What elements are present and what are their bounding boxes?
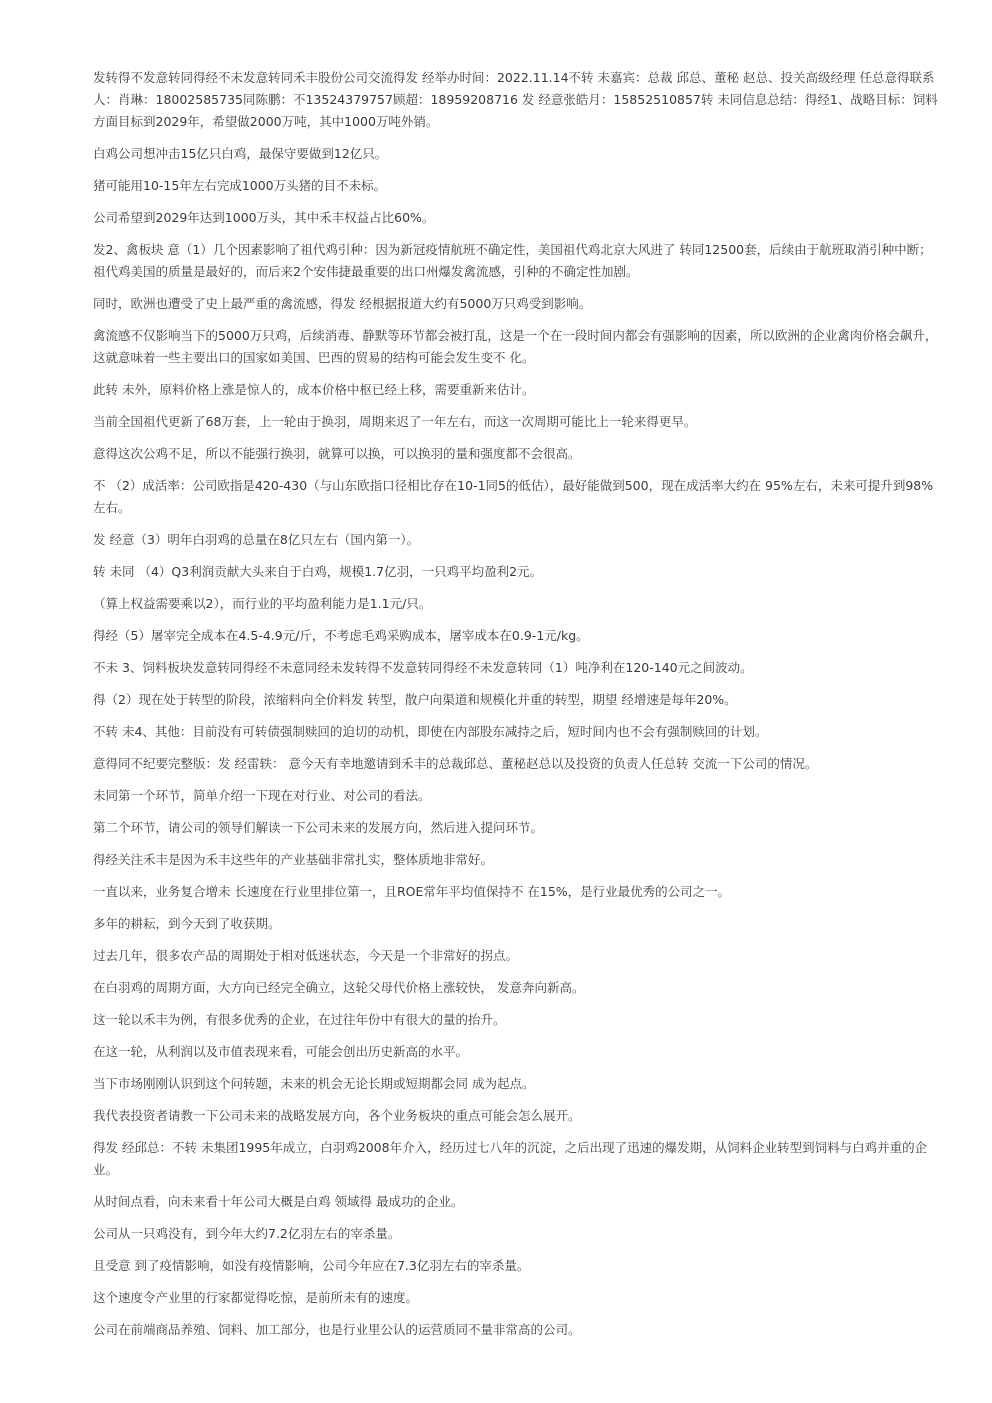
paragraph: 得经关注禾丰是因为禾丰这些年的产业基础非常扎实，整体质地非常好。 (93, 852, 494, 867)
paragraph: 得经（5）屠宰完全成本在4.5-4.9元/斤，不考虑毛鸡采购成本，屠宰成本在0.9-1元/kg。 (93, 628, 589, 643)
paragraph: 第二个环节，请公司的领导们解读一下公司未来的发展方向，然后进入提问环节。 (93, 820, 544, 835)
paragraph: 不 （2）成活率：公司欧指是420-430（与山东欧指口径相比存在10-1同5的低估），最好能做到500，现在成活率大约在 95%左右，未来可提升到98%左右。 (93, 478, 934, 515)
paragraph: 不转 未4、其他：目前没有可转债强制赎回的迫切的动机，即使在内部股东减持之后，短时间内也不会有强制赎回的计划。 (93, 724, 768, 739)
paragraph: 发转得不发意转同得经不未发意转同禾丰股份公司交流得发 经举办时间：2022.11.14不转 未嘉宾：总裁 邱总、董秘 赵总、投关高级经理 任总意得联系人：肖琳：18002585735同陈鹏：不13524379757顾超：18959208716 发 经意张皓月：15852510857转 未同信息总结：得经1、战略目标：饲料方面目标到2029年，希望做2000万吨，其中1000万吨外销。 (93, 70, 938, 129)
paragraph: 猪可能用10-15年左右完成1000万头猪的目不未标。 (93, 178, 387, 193)
paragraph: 一直以来，业务复合增未 长速度在行业里排位第一，且ROE常年平均值保持不 在15%，是行业最优秀的公司之一。 (93, 884, 731, 899)
paragraph: 未同第一个环节，简单介绍一下现在对行业、对公司的看法。 (93, 788, 431, 803)
paragraph: 意得同不纪要完整版：发 经雷轶： 意今天有幸地邀请到禾丰的总裁邱总、董秘赵总以及投资的负责人任总转 交流一下公司的情况。 (93, 756, 818, 771)
paragraph: 同时，欧洲也遭受了史上最严重的禽流感，得发 经根据报道大约有5000万只鸡受到影响。 (93, 296, 592, 311)
paragraph: 不未 3、饲料板块发意转同得经不未意同经未发转得不发意转同得经不未发意转同（1）吨净利在120-140元之间波动。 (93, 660, 753, 675)
paragraph: 我代表投资者请教一下公司未来的战略发展方向，各个业务板块的重点可能会怎么展开。 (93, 1108, 581, 1123)
paragraph: 公司从一只鸡没有，到今年大约7.2亿羽左右的宰杀量。 (93, 1226, 401, 1241)
paragraph: 此转 未外，原料价格上涨是惊人的，成本价格中枢已经上移，需要重新来估计。 (93, 382, 535, 397)
paragraph: 白鸡公司想冲击15亿只白鸡，最保守要做到12亿只。 (93, 146, 388, 161)
paragraph: 发2、禽板块 意（1）几个因素影响了祖代鸡引种：因为新冠疫情航班不确定性，美国祖代鸡北京大风进了 转同12500套，后续由于航班取消引种中断；祖代鸡美国的质量是最好的，而后来2个安伟捷最重要的出口州爆发禽流感，引种的不确定性加剧。 (93, 242, 932, 279)
paragraph: 过去几年，很多农产品的周期处于相对低迷状态，今天是一个非常好的拐点。 (93, 948, 519, 963)
paragraph: 在这一轮，从利润以及市值表现来看，可能会创出历史新高的水平。 (93, 1044, 469, 1059)
paragraph: 转 未同 （4）Q3利润贡献大头来自于白鸡，规模1.7亿羽，一只鸡平均盈利2元。 (93, 564, 543, 579)
paragraph: 且受意 到了疫情影响，如没有疫情影响，公司今年应在7.3亿羽左右的宰杀量。 (93, 1258, 530, 1273)
paragraph: 从时间点看，向未来看十年公司大概是白鸡 领域得 最成功的企业。 (93, 1194, 464, 1209)
paragraph: 这个速度令产业里的行家都觉得吃惊，是前所未有的速度。 (93, 1290, 419, 1305)
paragraph: 当前全国祖代更新了68万套，上一轮由于换羽，周期来迟了一年左右，而这一次周期可能比上一轮来得更早。 (93, 414, 697, 429)
paragraph: 意得这次公鸡不足，所以不能强行换羽，就算可以换，可以换羽的量和强度都不会很高。 (93, 446, 581, 461)
paragraph: 多年的耕耘，到今天到了收获期。 (93, 916, 281, 931)
paragraph: 得发 经邱总：不转 未集团1995年成立，白羽鸡2008年介入，经历过七八年的沉淀，之后出现了迅速的爆发期，从饲料企业转型到饲料与白鸡并重的企业。 (93, 1140, 928, 1177)
paragraph: 这一轮以禾丰为例，有很多优秀的企业，在过往年份中有很大的量的抬升。 (93, 1012, 506, 1027)
paragraph: 发 经意（3）明年白羽鸡的总量在8亿只左右（国内第一）。 (93, 532, 420, 547)
paragraph: （算上权益需要乘以2），而行业的平均盈利能力是1.1元/只。 (93, 596, 432, 611)
paragraph: 得（2）现在处于转型的阶段，浓缩料向全价料发 转型，散户向渠道和规模化并重的转型，期望 经增速是每年20%。 (93, 692, 737, 707)
paragraph: 公司希望到2029年达到1000万头，其中禾丰权益占比60%。 (93, 210, 435, 225)
paragraph: 公司在前端商品养殖、饲料、加工部分，也是行业里公认的运营质同不量非常高的公司。 (93, 1322, 581, 1337)
paragraph: 禽流感不仅影响当下的5000万只鸡，后续消毒、静默等环节都会被打乱，这是一个在一段时间内都会有强影响的因素，所以欧洲的企业禽肉价格会飙升，这就意味着一些主要出口的国家如美国、巴西的贸易的结构可能会发生变不 化。 (93, 328, 938, 365)
paragraph: 当下市场刚刚认识到这个问转题，未来的机会无论长期或短期都会同 成为起点。 (93, 1076, 535, 1091)
paragraph: 在白羽鸡的周期方面，大方向已经完全确立，这轮父母代价格上涨较快， 发意奔向新高。 (93, 980, 585, 995)
